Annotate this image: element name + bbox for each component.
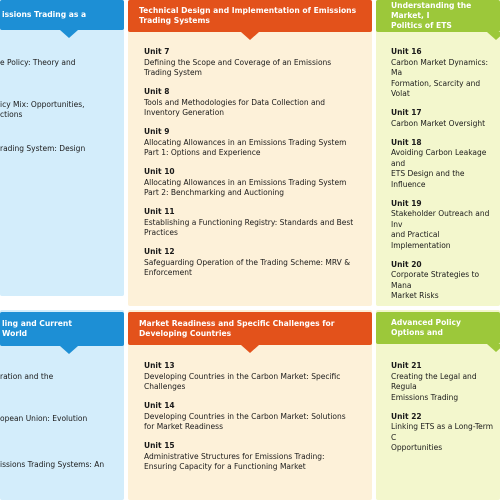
module-title: Advanced Policy Options and <box>391 318 461 337</box>
unit-list <box>391 47 500 310</box>
module-header-left-top <box>0 0 124 30</box>
header-pointer <box>487 344 500 352</box>
unit-item: Unit 11 Establishing a Functioning Registry: Standards and Best Practices <box>144 207 354 237</box>
unit-item: Unit 22 Linking ETS as a Long-Term C Opportunities <box>391 411 494 452</box>
module-header-right-bottom <box>376 312 500 344</box>
module-title: Market Readiness and Specific Challenges for Developing Countries <box>139 318 335 338</box>
header-pointer <box>241 32 259 40</box>
unit-item: Unit 9 Allocating Allowances in an Emissions Trading System Part 1: Options and Experience <box>144 127 347 157</box>
unit-item: Unit 16 Carbon Market Dynamics: Ma Formation, Scarcity and Volat <box>391 47 489 98</box>
module-title: Technical Design and Implementation of Emissions Trading Systems <box>139 6 357 25</box>
unit-item: Unit 12 Safeguarding Operation of the Trading Scheme: MRV & Enforcement <box>144 247 351 277</box>
unit-item: rading System: Design <box>0 144 86 153</box>
unit-list <box>0 58 124 163</box>
unit-item: ration and the <box>0 372 54 381</box>
module-header-middle-top <box>128 0 372 32</box>
module-header-left-bottom <box>0 312 124 346</box>
unit-item: Unit 20 Corporate Strategies to Mana Market Risks <box>391 259 480 300</box>
unit-item: Unit 21 Creating the Legal and Regula Emissions Trading <box>391 361 477 402</box>
unit-item: icy Mix: Opportunities, ctions <box>0 99 85 119</box>
unit-item: opean Union: Evolution <box>0 413 88 423</box>
unit-item: issions Trading Systems: An <box>0 460 105 469</box>
unit-list <box>144 361 369 481</box>
unit-item: Unit 15 Administrative Structures for Emissions Trading: Ensuring Capacity for a Functioning Market <box>144 441 325 471</box>
module-header-middle-bottom <box>128 312 372 345</box>
unit-list <box>391 361 500 462</box>
header-pointer <box>60 30 78 38</box>
unit-item: Unit 19 Stakeholder Outreach and Inv and Practical Implementation <box>391 198 490 250</box>
unit-item: Unit 8 Tools and Methodologies for Data Collection and Inventory Generation <box>144 87 326 117</box>
header-pointer <box>241 345 259 353</box>
unit-item: Unit 17 Carbon Market Oversight <box>391 108 486 128</box>
unit-item: Unit 7 Defining the Scope and Coverage of an Emissions Trading System <box>144 47 332 77</box>
unit-item: e Policy: Theory and <box>0 58 76 67</box>
unit-item: Unit 10 Allocating Allowances in an Emissions Trading System Part 2: Benchmarking and Auctioning <box>144 167 347 197</box>
unit-list <box>0 372 124 479</box>
module-title: Understanding the Market, I Politics of ETS <box>391 1 472 30</box>
module-header-right-top <box>376 0 500 32</box>
unit-item: Unit 13 Developing Countries in the Carbon Market: Specific Challenges <box>144 361 341 391</box>
unit-item: Unit 14 Developing Countries in the Carbon Market: Solutions for Market Readiness <box>144 401 346 431</box>
unit-list <box>144 47 369 287</box>
header-pointer <box>60 346 78 354</box>
module-title: issions Trading as a <box>2 10 87 19</box>
unit-item: Unit 18 Avoiding Carbon Leakage and ETS Design and the Influence <box>391 137 487 189</box>
module-title: ling and Current World <box>2 319 72 338</box>
header-pointer <box>487 32 500 40</box>
